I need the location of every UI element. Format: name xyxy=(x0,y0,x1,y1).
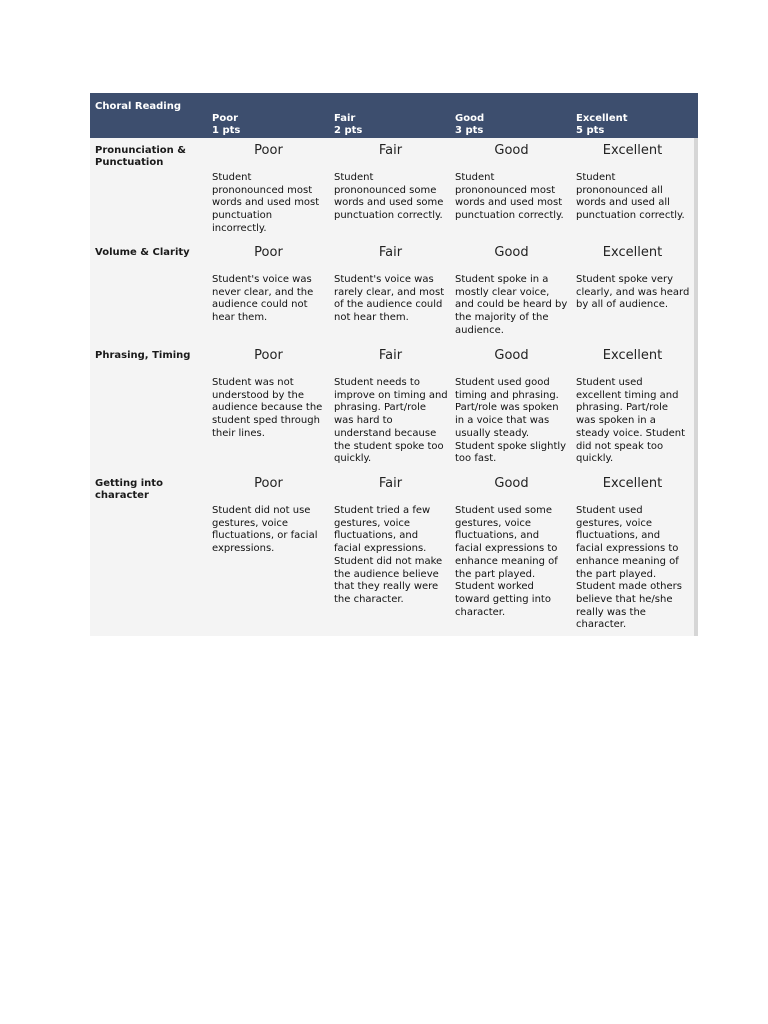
rating-name: Fair xyxy=(378,245,403,260)
level-points: 2 pts xyxy=(334,125,363,136)
level-header-fair xyxy=(334,113,362,137)
level-points: 3 pts xyxy=(455,125,484,136)
rating-description: Student tried a few gestures, voice fluctuations, and facial expressions. Student did not make the audience believe that they really were the character. xyxy=(334,505,443,605)
rating-name: Excellent xyxy=(602,476,663,491)
rating-name: Good xyxy=(494,348,529,363)
rating-description: Student used excellent timing and phrasing. Part/role was spoken in a steady voice. Student did not speak too quickly. xyxy=(576,377,686,465)
rating-name: Fair xyxy=(378,476,403,491)
rubric-title: Choral Reading xyxy=(95,101,182,112)
rubric-table xyxy=(90,93,698,636)
rating-description: Student prononounced some words and used some punctuation correctly. xyxy=(334,172,444,222)
rubric-header xyxy=(90,93,698,138)
criterion-row-volume xyxy=(90,240,698,343)
rating-name: Good xyxy=(494,245,529,260)
criterion-label: Volume & Clarity xyxy=(95,247,190,258)
level-points: 5 pts xyxy=(576,125,605,136)
rating-name: Fair xyxy=(378,348,403,363)
criterion-label: Getting into character xyxy=(95,478,163,501)
rating-description: Student used gestures, voice fluctuations, and facial expressions to enhance meaning of the part played. Student made others believe that he/she really was the character. xyxy=(576,505,682,631)
rating-description: Student spoke very clearly, and was heard by all of audience. xyxy=(576,274,690,311)
rating-name: Poor xyxy=(254,245,283,260)
level-header-poor xyxy=(212,113,240,137)
rating-description: Student needs to improve on timing and phrasing. Part/role was hard to understand because the student spoke too quickly. xyxy=(334,377,448,465)
level-name: Poor xyxy=(212,113,239,124)
rating-name: Good xyxy=(494,476,529,491)
rating-name: Excellent xyxy=(602,348,663,363)
rating-name: Poor xyxy=(254,476,283,491)
criterion-label: Phrasing, Timing xyxy=(95,350,191,361)
rating-description: Student's voice was rarely clear, and most of the audience could not hear them. xyxy=(334,274,445,324)
rating-description: Student did not use gestures, voice fluctuations, or facial expressions. xyxy=(212,505,318,555)
rating-description: Student used some gestures, voice fluctuations, and facial expressions to enhance meaning of the part played. Student worked toward getting into character. xyxy=(455,505,558,618)
rating-description: Student was not understood by the audience because the student sped through their lines. xyxy=(212,377,323,439)
level-header-excellent xyxy=(576,113,628,137)
criterion-row-character xyxy=(90,471,698,636)
criterion-row-pronunciation xyxy=(90,138,698,240)
rating-description: Student prononounced all words and used all punctuation correctly. xyxy=(576,172,685,222)
rating-name: Poor xyxy=(254,143,283,158)
rating-name: Excellent xyxy=(602,245,663,260)
rating-name: Excellent xyxy=(602,143,663,158)
criterion-row-phrasing xyxy=(90,343,698,471)
rating-description: Student prononounced most words and used most punctuation incorrectly. xyxy=(212,172,320,234)
criterion-label: Pronunciation & Punctuation xyxy=(95,145,186,168)
rating-name: Good xyxy=(494,143,529,158)
level-name: Fair xyxy=(334,113,356,124)
rating-description: Student used good timing and phrasing. Part/role was spoken in a voice that was usually steady. Student spoke slightly too fast. xyxy=(455,377,567,465)
rating-name: Poor xyxy=(254,348,283,363)
rating-description: Student prononounced most words and used most punctuation correctly. xyxy=(455,172,564,222)
rating-name: Fair xyxy=(378,143,403,158)
rating-description: Student's voice was never clear, and the audience could not hear them. xyxy=(212,274,314,324)
level-name: Good xyxy=(455,113,485,124)
level-name: Excellent xyxy=(576,113,628,124)
level-header-good xyxy=(455,113,484,137)
rating-description: Student spoke in a mostly clear voice, and could be heard by the majority of the audience. xyxy=(455,274,568,336)
level-points: 1 pts xyxy=(212,125,241,136)
